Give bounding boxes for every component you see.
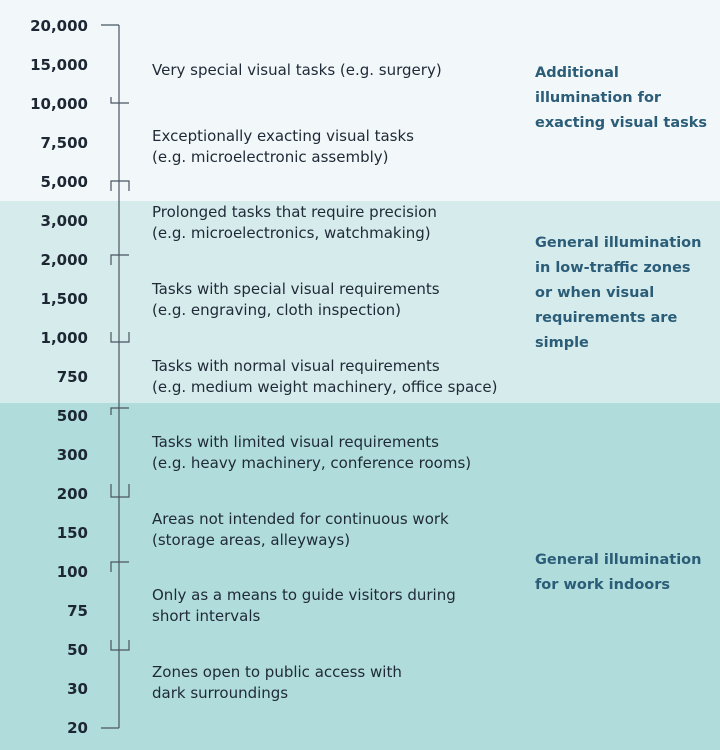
task-description [152,60,442,81]
task-line: Exceptionally exacting visual tasks [152,127,415,145]
bracket-10000 [111,97,129,103]
bracket-50 [111,640,129,650]
task-example: dark surroundings [152,684,289,702]
bracket-500 [111,408,129,415]
lux-label: 1,500 [40,290,88,308]
lux-label: 300 [56,446,88,464]
zone-label-line: Additional [535,65,619,81]
task-description [152,279,440,321]
zone-label-line: illumination for [535,90,662,106]
lux-label: 15,000 [30,56,88,74]
bracket-2000 [111,255,129,265]
task-example: (e.g. engraving, cloth inspection) [152,301,401,319]
lux-label: 750 [56,368,88,386]
lux-label: 200 [56,485,88,503]
lux-label: 5,000 [40,173,88,191]
lux-label: 3,000 [40,212,88,230]
lux-label: 75 [67,602,88,620]
task-description [152,202,437,244]
task-description [152,509,449,551]
task-line: Areas not intended for continuous work [152,510,449,528]
zone-label-line: exacting visual tasks [535,115,708,131]
task-line: Prolonged tasks that require precision [152,203,437,221]
lux-label: 7,500 [40,134,88,152]
zone-label-line: in low-traffic zones [535,260,691,276]
task-description [152,585,456,627]
lux-label: 50 [67,641,88,659]
zone-label-line: General illumination [535,235,702,251]
zone-label-exacting [535,61,707,136]
zone-label-line: simple [535,335,589,351]
task-example: (e.g. microelectronics, watchmaking) [152,224,431,242]
lux-label: 10,000 [30,95,88,113]
lux-label: 500 [56,407,88,425]
lux-label: 1,000 [40,329,88,347]
lux-label: 100 [56,563,88,581]
lux-label: 2,000 [40,251,88,269]
bracket-5000 [111,181,129,191]
task-line: Very special visual tasks (e.g. surgery) [152,61,442,79]
task-example: short intervals [152,607,261,625]
task-example: (e.g. microelectronic assembly) [152,148,389,166]
zone-label-indoor [535,548,701,598]
zone-label-line: requirements are [535,310,678,326]
lux-label: 30 [67,680,88,698]
zone-label-low-traffic [535,231,701,356]
bracket-100 [111,562,129,572]
task-example: (e.g. heavy machinery, conference rooms) [152,454,472,472]
task-description [152,662,402,704]
lux-label: 150 [56,524,88,542]
task-line: Tasks with limited visual requirements [152,433,439,451]
zone-label-line: General illumination [535,552,702,568]
task-line: Tasks with normal visual requirements [152,357,440,375]
bracket-200 [111,484,129,497]
task-description [152,126,414,168]
task-example: (storage areas, alleyways) [152,531,351,549]
zone-label-line: or when visual [535,285,655,301]
task-line: Zones open to public access with [152,663,402,681]
task-description [152,356,497,398]
task-example: (e.g. medium weight machinery, office space) [152,378,498,396]
task-line: Only as a means to guide visitors during [152,586,456,604]
task-line: Tasks with special visual requirements [152,280,440,298]
lux-label: 20,000 [30,17,88,35]
task-description [152,432,471,474]
bracket-1000 [111,332,129,342]
lux-label: 20 [67,719,88,737]
zone-label-line: for work indoors [535,577,671,593]
